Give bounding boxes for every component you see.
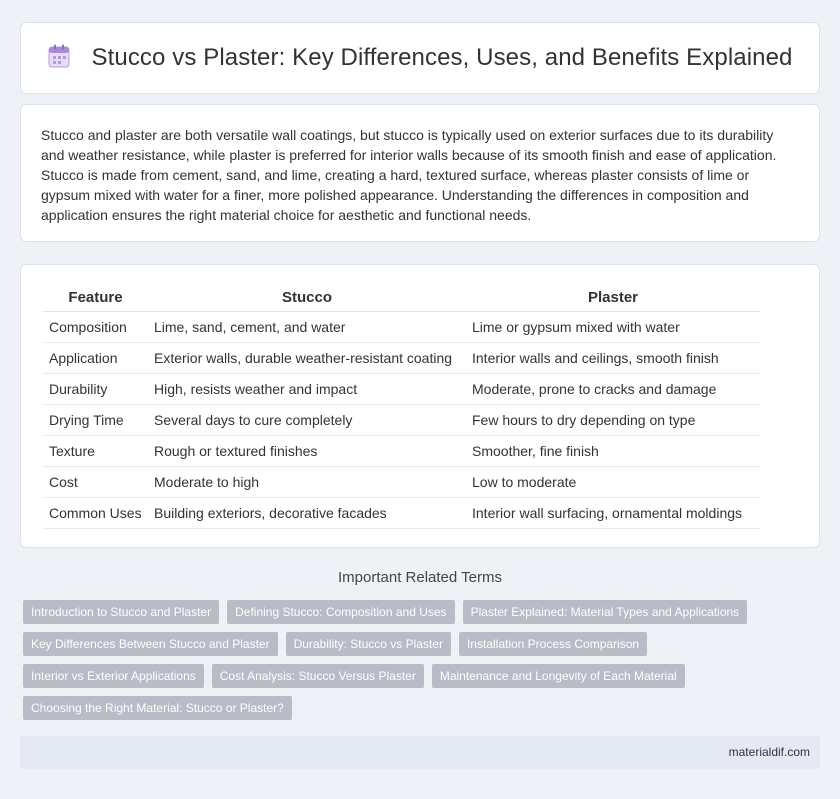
cell-feature: Composition: [43, 311, 148, 342]
related-tag[interactable]: Installation Process Comparison: [459, 632, 647, 656]
table-row: [43, 466, 760, 497]
table-header-row: [43, 285, 760, 311]
related-terms-heading: Important Related Terms: [338, 569, 502, 586]
table-row: [43, 404, 760, 435]
related-tag[interactable]: Defining Stucco: Composition and Uses: [227, 600, 454, 624]
cell-feature: Texture: [43, 435, 148, 466]
table-row: [43, 435, 760, 466]
cell-plaster: Low to moderate: [466, 466, 760, 497]
cell-stucco: Building exteriors, decorative facades: [148, 497, 466, 528]
header-card: [20, 22, 820, 94]
header-plaster: Plaster: [466, 285, 760, 311]
comparison-card: [20, 264, 820, 548]
related-terms-tags: [23, 600, 823, 720]
table-row: [43, 373, 760, 404]
cell-feature: Drying Time: [43, 404, 148, 435]
cell-feature: Durability: [43, 373, 148, 404]
related-tag[interactable]: Durability: Stucco vs Plaster: [286, 632, 451, 656]
cell-stucco: Moderate to high: [148, 466, 466, 497]
table-row: [43, 497, 760, 528]
cell-stucco: Rough or textured finishes: [148, 435, 466, 466]
cell-stucco: Exterior walls, durable weather-resistant coating: [148, 342, 466, 373]
cell-feature: Cost: [43, 466, 148, 497]
intro-paragraph: Stucco and plaster are both versatile wall coatings, but stucco is typically used on exterior surfaces due to its durability and weather resistance, while plaster is preferred for interior walls because of its smooth finish and ease of application. Stucco is made from cement, sand, and lime, creating a hard, textured surface, whereas plaster consists of lime or gypsum mixed with water for a finer, more polished appearance. Understanding the differences in composition and application ensures the right material choice for aesthetic and functional needs.: [41, 127, 777, 223]
header-stucco: Stucco: [148, 285, 466, 311]
table-row: [43, 342, 760, 373]
cell-stucco: Several days to cure completely: [148, 404, 466, 435]
cell-plaster: Moderate, prone to cracks and damage: [466, 373, 760, 404]
footer-site-link[interactable]: materialdif.com: [728, 745, 810, 759]
cell-plaster: Few hours to dry depending on type: [466, 404, 760, 435]
calendar-icon: [48, 44, 70, 73]
related-tag[interactable]: Key Differences Between Stucco and Plaster: [23, 632, 278, 656]
cell-stucco: Lime, sand, cement, and water: [148, 311, 466, 342]
related-tag[interactable]: Cost Analysis: Stucco Versus Plaster: [212, 664, 424, 688]
related-tag[interactable]: Introduction to Stucco and Plaster: [23, 600, 219, 624]
comparison-table: [43, 285, 760, 529]
cell-plaster: Lime or gypsum mixed with water: [466, 311, 760, 342]
cell-plaster: Smoother, fine finish: [466, 435, 760, 466]
page-title: Stucco vs Plaster: Key Differences, Uses, and Benefits Explained: [91, 44, 793, 71]
cell-plaster: Interior walls and ceilings, smooth finish: [466, 342, 760, 373]
related-tag[interactable]: Plaster Explained: Material Types and Applications: [463, 600, 748, 624]
related-tag[interactable]: Choosing the Right Material: Stucco or Plaster?: [23, 696, 292, 720]
intro-card: [20, 104, 820, 242]
cell-feature: Application: [43, 342, 148, 373]
cell-plaster: Interior wall surfacing, ornamental moldings: [466, 497, 760, 528]
cell-stucco: High, resists weather and impact: [148, 373, 466, 404]
related-tag[interactable]: Interior vs Exterior Applications: [23, 664, 204, 688]
footer-bar: [20, 736, 820, 769]
cell-feature: Common Uses: [43, 497, 148, 528]
header-feature: Feature: [43, 285, 148, 311]
related-tag[interactable]: Maintenance and Longevity of Each Material: [432, 664, 685, 688]
table-row: [43, 311, 760, 342]
